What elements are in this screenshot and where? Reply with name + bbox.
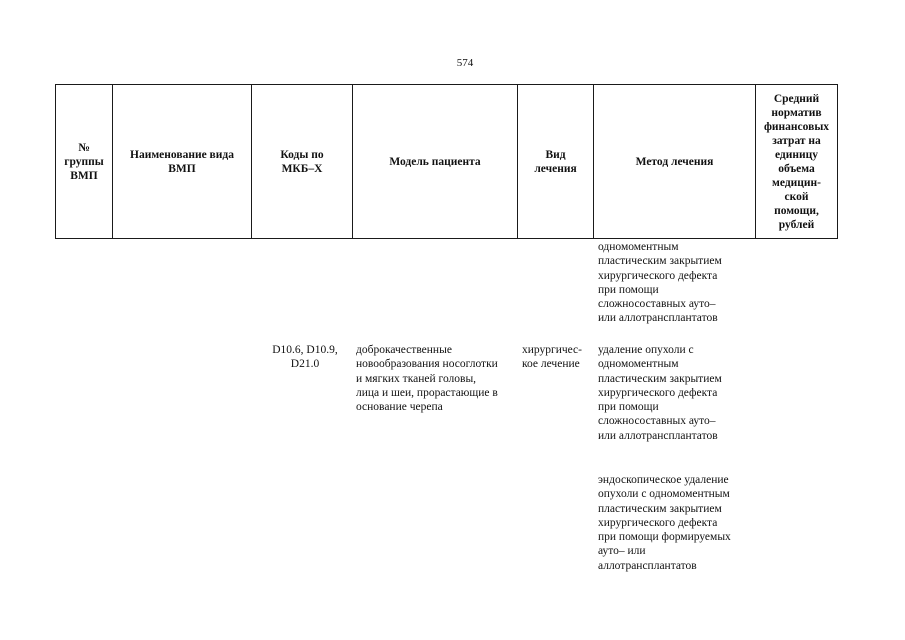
model-line: новообразования носоглотки bbox=[356, 358, 498, 371]
header-line: Средний bbox=[773, 92, 820, 105]
method-line: удаление опухоли с bbox=[598, 344, 694, 356]
header-icd-codes bbox=[252, 85, 353, 239]
header-line: группы bbox=[64, 155, 104, 168]
header-treatment-method bbox=[594, 85, 756, 239]
codes-line: D21.0 bbox=[290, 358, 320, 371]
method-line: одномоментным bbox=[598, 358, 679, 371]
header-vmp-name bbox=[113, 85, 252, 239]
method-line: опухоли с одномоментным bbox=[598, 488, 730, 501]
model-line: лица и шеи, прорастающие в bbox=[356, 386, 498, 399]
header-line: ВМП bbox=[168, 162, 196, 175]
method-line: при помощи bbox=[598, 401, 659, 414]
header-average-cost bbox=[756, 85, 838, 239]
model-line: доброкачественные bbox=[356, 344, 452, 356]
header-line: ВМП bbox=[70, 169, 98, 182]
model-line: основание черепа bbox=[356, 401, 443, 414]
header-patient-model bbox=[353, 85, 518, 239]
continued-method-cell bbox=[598, 240, 758, 326]
treatment-method-cell bbox=[598, 473, 758, 573]
treatment-type-cell bbox=[522, 343, 594, 372]
method-line: сложносоставных ауто– bbox=[598, 298, 716, 311]
method-line: пластическим закрытием bbox=[598, 255, 722, 268]
header-line: МКБ–X bbox=[281, 162, 323, 175]
type-line: кое лечение bbox=[522, 358, 580, 371]
method-line: хирургического дефекта bbox=[598, 269, 718, 282]
header-line: ской bbox=[784, 190, 809, 203]
table-header bbox=[55, 84, 838, 239]
method-line: аллотрансплантатов bbox=[598, 559, 697, 572]
method-line: пластическим закрытием bbox=[598, 502, 722, 515]
method-line: эндоскопическое удаление bbox=[598, 474, 729, 486]
header-line: единицу bbox=[774, 148, 819, 161]
header-line: помощи, bbox=[774, 204, 819, 217]
method-line: одномоментным bbox=[598, 241, 679, 253]
method-line: или аллотрансплантатов bbox=[598, 312, 718, 325]
page-number: 574 bbox=[456, 57, 474, 69]
method-line: сложносоставных ауто– bbox=[598, 415, 716, 428]
header-line: лечения bbox=[534, 162, 577, 175]
method-line: ауто– или bbox=[598, 545, 646, 558]
header-line: Наименование вида bbox=[130, 148, 234, 161]
method-line: хирургического дефекта bbox=[598, 386, 718, 399]
header-line: медицин- bbox=[772, 176, 821, 189]
header-line: финансовых bbox=[763, 120, 830, 133]
method-line: при помощи bbox=[598, 283, 659, 296]
codes-line: D10.6, D10.9, bbox=[272, 344, 338, 356]
patient-model-cell bbox=[356, 343, 521, 414]
header-line: объема bbox=[778, 162, 815, 175]
header-line: Модель пациента bbox=[389, 155, 481, 168]
header-line: Метод лечения bbox=[635, 155, 714, 168]
method-line: при помощи формируемых bbox=[598, 531, 731, 544]
treatment-method-cell bbox=[598, 343, 758, 443]
icd-codes-cell bbox=[262, 343, 348, 372]
header-line: Вид bbox=[545, 148, 566, 161]
model-line: и мягких тканей головы, bbox=[356, 372, 477, 385]
method-line: или аллотрансплантатов bbox=[598, 429, 718, 442]
header-treatment-type bbox=[518, 85, 594, 239]
header-line: № bbox=[78, 141, 90, 154]
method-line: пластическим закрытием bbox=[598, 372, 722, 385]
header-group-number bbox=[56, 85, 113, 239]
header-line: норматив bbox=[771, 106, 822, 119]
header-line: Коды по bbox=[280, 148, 324, 161]
type-line: хирургичес- bbox=[522, 344, 582, 356]
header-line: рублей bbox=[778, 218, 815, 231]
method-line: хирургического дефекта bbox=[598, 516, 718, 529]
header-line: затрат на bbox=[772, 134, 821, 147]
